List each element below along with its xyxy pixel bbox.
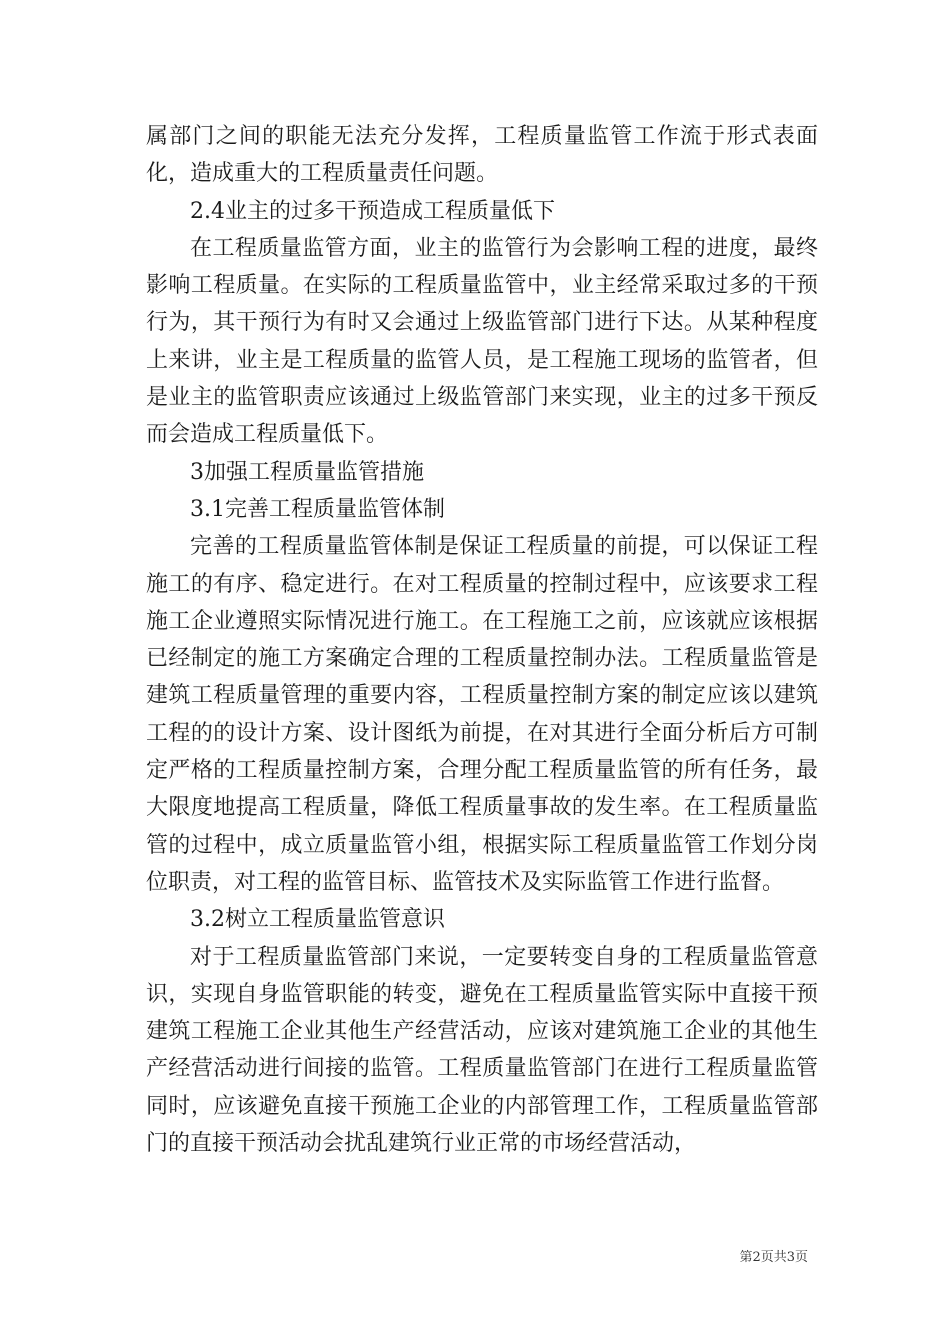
- document-body: [146, 118, 818, 1162]
- section-heading-3-2: 3.2树立工程质量监管意识: [190, 907, 445, 933]
- page-number: 第2页共3页: [739, 1250, 808, 1265]
- paragraph-continuation: 属部门之间的职能无法充分发挥，工程质量监管工作流于形式表面化，造成重大的工程质量责任问题。: [146, 124, 818, 187]
- paragraph-body: 对于工程质量监管部门来说，一定要转变自身的工程质量监管意识，实现自身监管职能的转变，避免在工程质量监管实际中直接干预建筑工程施工企业其他生产经营活动，应该对建筑施工企业的其他生产经营活动进行间接的监管。工程质量监管部门在进行工程质量监管同时，应该避免直接干预施工企业的内部管理工作，工程质量监管部门的直接干预活动会扰乱建筑行业正常的市场经营活动，: [146, 944, 818, 1157]
- paragraph-body: 在工程质量监管方面，业主的监管行为会影响工程的进度，最终影响工程质量。在实际的工程质量监管中，业主经常采取过多的干预行为，其干预行为有时又会通过上级监管部门进行下达。从某种程度上来讲，业主是工程质量的监管人员，是工程施工现场的监管者，但是业主的监管职责应该通过上级监管部门来实现，业主的过多干预反而会造成工程质量低下。: [146, 235, 818, 448]
- section-heading-2-4: 2.4业主的过多干预造成工程质量低下: [190, 198, 555, 224]
- section-heading-3-1: 3.1完善工程质量监管体制: [190, 496, 445, 522]
- paragraph-body: 完善的工程质量监管体制是保证工程质量的前提，可以保证工程施工的有序、稳定进行。在对工程质量的控制过程中，应该要求工程施工企业遵照实际情况进行施工。在工程施工之前，应该就应该根据已经制定的施工方案确定合理的工程质量控制办法。工程质量监管是建筑工程质量管理的重要内容，工程质量控制方案的制定应该以建筑工程的的设计方案、设计图纸为前提，在对其进行全面分析后方可制定严格的工程质量控制方案，合理分配工程质量监管的所有任务，最大限度地提高工程质量，降低工程质量事故的发生率。在工程质量监管的过程中，成立质量监管小组，根据实际工程质量监管工作划分岗位职责，对工程的监管目标、监管技术及实际监管工作进行监督。: [146, 534, 818, 895]
- section-heading-3: 3加强工程质量监管措施: [190, 459, 424, 485]
